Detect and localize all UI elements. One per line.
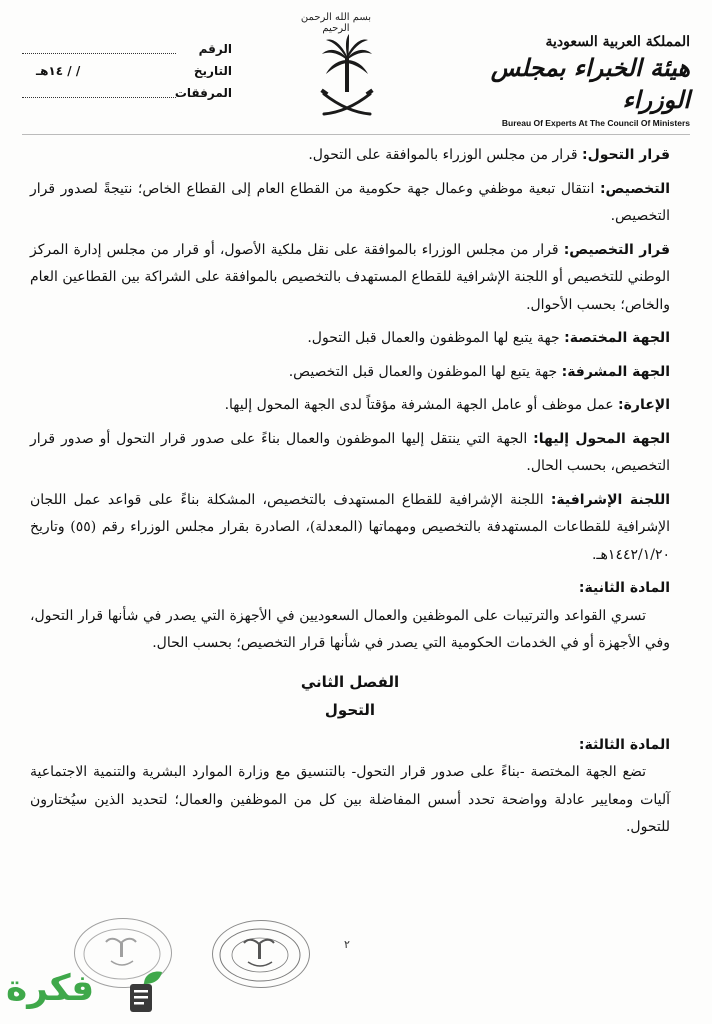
definition-item bbox=[30, 237, 670, 320]
date-field bbox=[22, 64, 232, 86]
article-2-title: المادة الثانية: bbox=[578, 580, 670, 596]
page-number: ٢ bbox=[344, 938, 350, 951]
attachments-field bbox=[22, 86, 232, 108]
article-3-title: المادة الثالثة: bbox=[578, 736, 670, 753]
number-label: الرقم bbox=[198, 42, 232, 56]
definition-item bbox=[30, 392, 670, 420]
document-body bbox=[30, 142, 670, 852]
definition-item bbox=[30, 426, 670, 481]
official-seal bbox=[212, 920, 310, 988]
organization-block bbox=[430, 34, 690, 128]
definition-item bbox=[30, 142, 670, 170]
header-divider bbox=[22, 134, 690, 135]
definition-text: انتقال تبعية موظفي وعمال جهة حكومية من القطاع العام إلى القطاع الخاص؛ نتيجةً لصدور قرار التخصيص. bbox=[30, 180, 670, 224]
org-bureau-logo: هيئة الخبراء بمجلس الوزراء bbox=[490, 53, 690, 114]
date-value: / / ١٤هـ bbox=[36, 64, 81, 78]
basmala: بسم الله الرحمن الرحيم bbox=[300, 12, 372, 34]
definition-term: قرار التخصيص: bbox=[563, 241, 670, 258]
saudi-emblem-icon bbox=[318, 34, 376, 124]
definition-term: قرار التحول: bbox=[582, 147, 670, 163]
attachments-label: المرفقات bbox=[174, 86, 232, 100]
article-2-text: تسري القواعد والترتيبات على الموظفين والعمال السعوديين في الأجهزة التي يصدر في شأنها قرار التحول، وفي الأجهزة أو في الخدمات الحكومية التي يصدر في شأنها قرار التخصيص؛ بحسب الحال. bbox=[30, 607, 670, 651]
definition-term: الجهة المحول إليها: bbox=[533, 430, 670, 447]
definition-text: قرار من مجلس الوزراء بالموافقة على التحول. bbox=[308, 147, 578, 163]
definition-item bbox=[30, 325, 670, 353]
article-3-text: تضع الجهة المختصة -بناءً على صدور قرار التحول- بالتنسيق مع وزارة الموارد البشرية والتنمية الاجتماعية آليات ومعايير عادلة وواضحة تحدد أسس المفاضلة بين كل من الموظفين والعمال؛ لتحديد الذين سيُختارون للتحول. bbox=[30, 764, 670, 835]
org-english-name: Bureau Of Experts At The Council Of Ministers bbox=[501, 118, 690, 128]
chapter-title: الفصل الثاني bbox=[300, 672, 400, 691]
definition-text: الجهة التي ينتقل إليها الموظفون والعمال بناءً على صدور قرار التحول أو صدور قرار التخصيص، بحسب الحال. bbox=[30, 430, 670, 474]
definition-text: قرار من مجلس الوزراء بالموافقة على نقل ملكية الأصول، أو قرار من مجلس إدارة المركز الوطني للتخصيص أو اللجنة الإشرافية للقطاع المستهدف بالتخصيص بالموافقة على الشراكة بين القطاعين العام والخاص؛ بحسب الأحوال. bbox=[30, 241, 670, 313]
definition-term: اللجنة الإشرافية: bbox=[550, 491, 671, 508]
definition-text: جهة يتبع لها الموظفون والعمال قبل التخصيص. bbox=[288, 363, 558, 380]
reference-fields bbox=[22, 42, 232, 108]
brand-text: فكرة bbox=[6, 968, 95, 1009]
definition-text: عمل موظف أو عامل الجهة المشرفة مؤقتاً لدى الجهة المحول إليها. bbox=[224, 397, 614, 413]
definition-item bbox=[30, 359, 670, 387]
definition-term: الجهة المختصة: bbox=[564, 330, 670, 346]
definition-term: الإعارة: bbox=[618, 397, 670, 413]
definition-term: التخصيص: bbox=[599, 180, 671, 197]
number-field bbox=[22, 42, 232, 64]
chapter-subtitle: التحول bbox=[324, 700, 376, 719]
definition-item bbox=[30, 487, 670, 570]
date-label: التاريخ bbox=[193, 64, 232, 78]
definition-text: اللجنة الإشرافية للقطاع المستهدف بالتخصيص، المشكلة بناءً على قواعد عمل اللجان الإشرافية للقطاعات المستهدفة بالتخصيص ومهماتها (المعدلة)، الصادرة بقرار مجلس الوزراء رقم (٥٥) وتاريخ ١٤٤٢/١/٢٠هـ. bbox=[30, 491, 670, 563]
org-kingdom: المملكة العربية السعودية bbox=[545, 34, 690, 50]
brand-watermark bbox=[6, 966, 166, 1018]
definition-text: جهة يتبع لها الموظفون والعمال قبل التحول. bbox=[307, 330, 560, 346]
notebook-leaf-icon bbox=[124, 970, 164, 1014]
seal-emblem-icon bbox=[211, 921, 309, 989]
definition-item bbox=[30, 176, 670, 231]
definition-term: الجهة المشرفة: bbox=[561, 363, 670, 380]
